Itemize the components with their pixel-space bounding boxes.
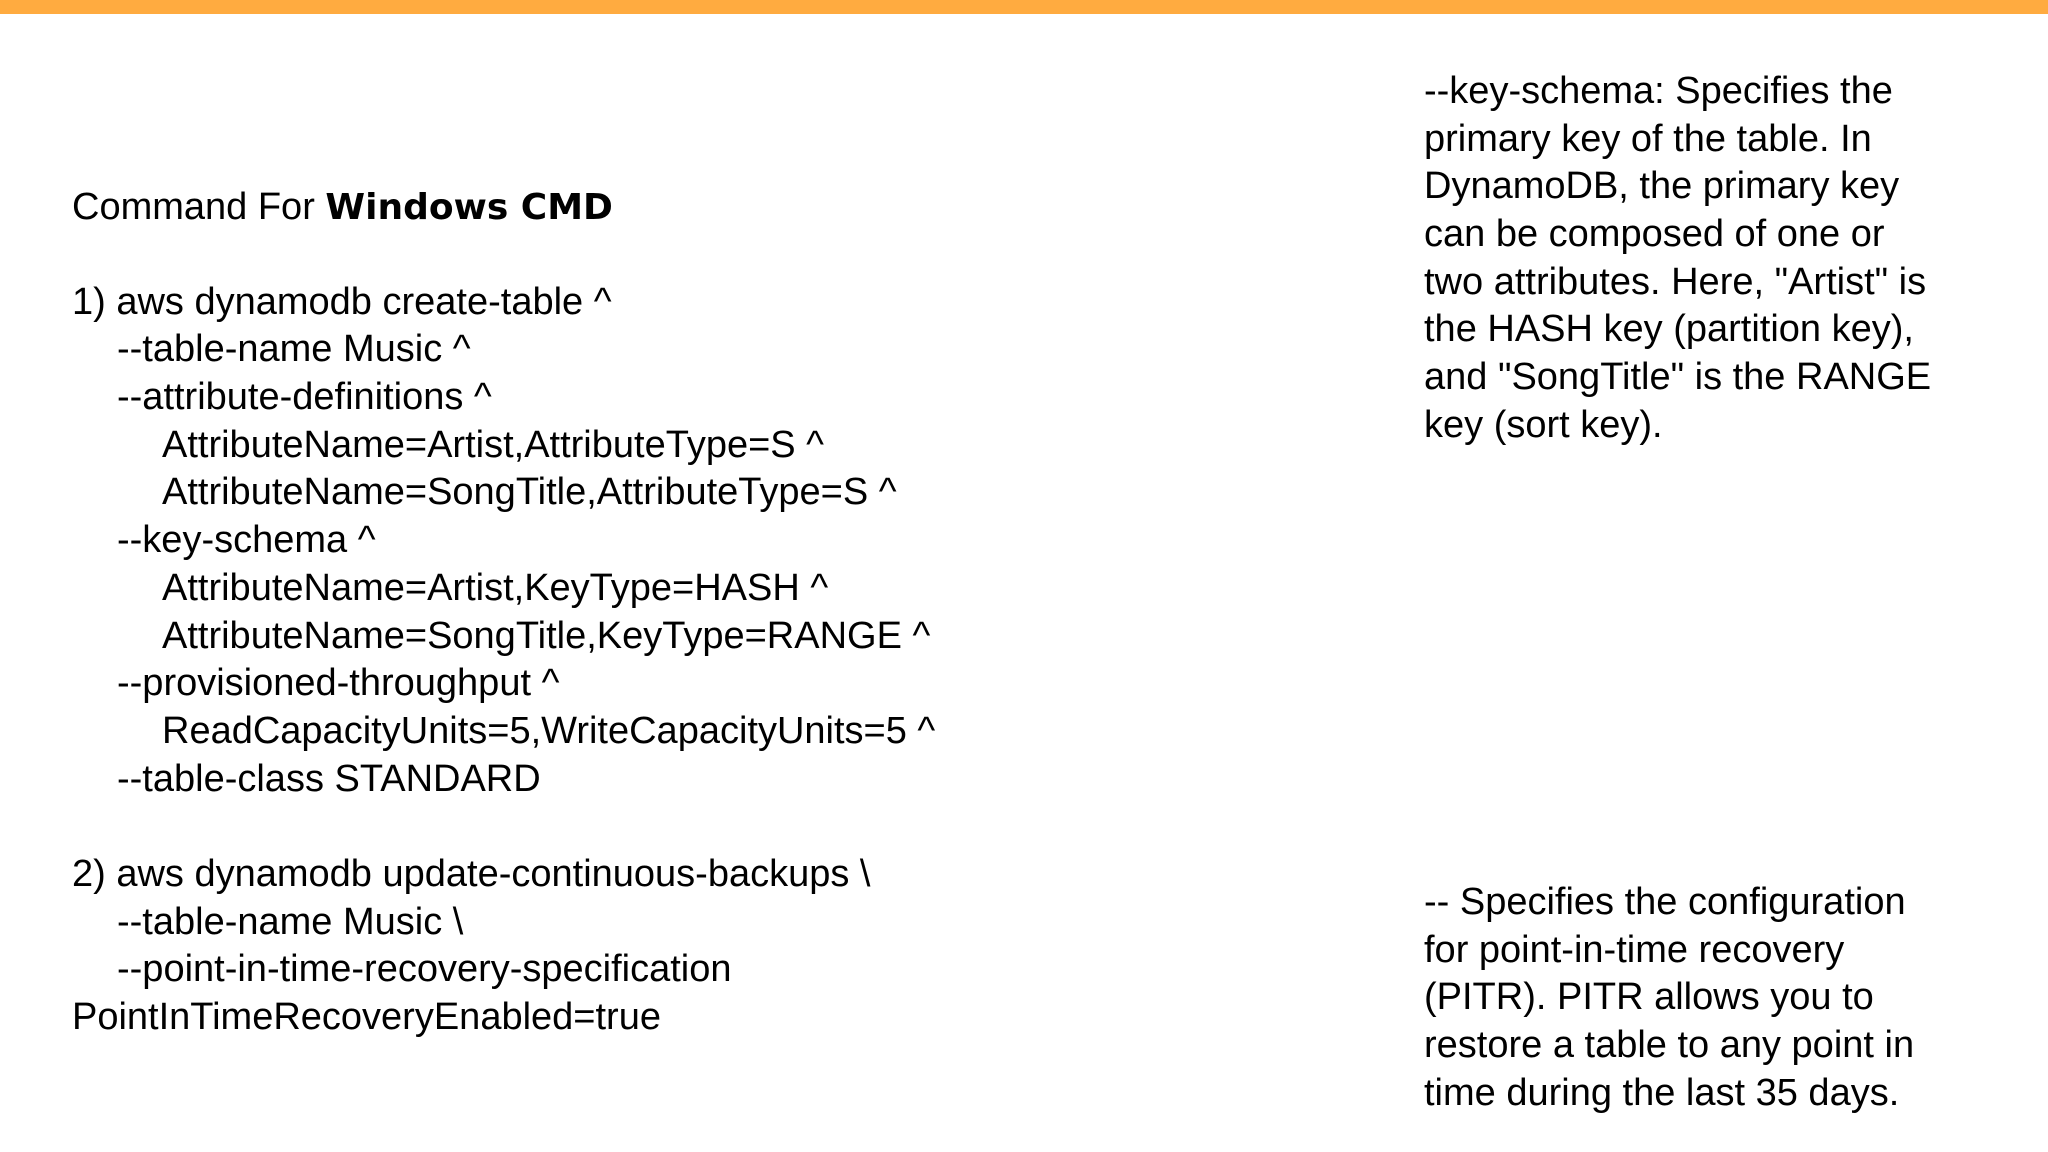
command-line: --provisioned-throughput ^	[117, 662, 560, 705]
command-line: --key-schema ^	[117, 519, 376, 562]
note-line: restore a table to any point in	[1424, 1024, 1915, 1067]
heading-prefix: Command For	[72, 186, 326, 228]
note-line: for point-in-time recovery	[1424, 928, 1845, 971]
command-line: AttributeName=Artist,KeyType=HASH ^	[162, 566, 829, 609]
note-line: the HASH key (partition key),	[1424, 308, 1914, 351]
command-line: --table-class STANDARD	[117, 757, 541, 800]
note-line: --key-schema: Specifies the	[1424, 70, 1893, 112]
page-heading	[72, 183, 1372, 231]
command-column	[72, 183, 1372, 1042]
command-line: 1) aws dynamodb create-table ^	[72, 280, 612, 323]
spacer	[72, 803, 1372, 851]
note-line: primary key of the table. In	[1424, 117, 1872, 160]
command-line: --attribute-definitions ^	[117, 376, 492, 419]
pitr-note	[1424, 879, 1984, 1117]
create-table-command	[72, 279, 1372, 804]
command-line: AttributeName=SongTitle,KeyType=RANGE ^	[162, 614, 931, 657]
note-line: (PITR). PITR allows you to	[1424, 976, 1874, 1019]
command-line: 2) aws dynamodb update-continuous-backups \	[72, 852, 871, 895]
command-line: ReadCapacityUnits=5,WriteCapacityUnits=5 ^	[162, 709, 936, 752]
update-backups-command	[72, 851, 1372, 1042]
top-accent-bar	[0, 0, 2048, 14]
note-line: and "SongTitle" is the RANGE	[1424, 356, 1932, 399]
command-line: PointInTimeRecoveryEnabled=true	[72, 996, 661, 1038]
note-line: can be composed of one or	[1424, 213, 1885, 256]
note-line: key (sort key).	[1424, 403, 1663, 446]
command-line: AttributeName=SongTitle,AttributeType=S ^	[162, 471, 897, 514]
command-line: --table-name Music \	[117, 900, 464, 943]
command-line: --table-name Music ^	[117, 328, 471, 371]
key-schema-note	[1424, 68, 1984, 450]
heading-os-name: Windows CMD	[325, 187, 613, 228]
command-line: --point-in-time-recovery-specification	[117, 948, 732, 991]
note-line: two attributes. Here, "Artist" is	[1424, 260, 1927, 303]
note-line: time during the last 35 days.	[1424, 1071, 1900, 1114]
note-line: -- Specifies the configuration	[1424, 881, 1906, 923]
note-line: DynamoDB, the primary key	[1424, 165, 1900, 208]
command-line: AttributeName=Artist,AttributeType=S ^	[162, 423, 825, 466]
spacer	[72, 231, 1372, 279]
